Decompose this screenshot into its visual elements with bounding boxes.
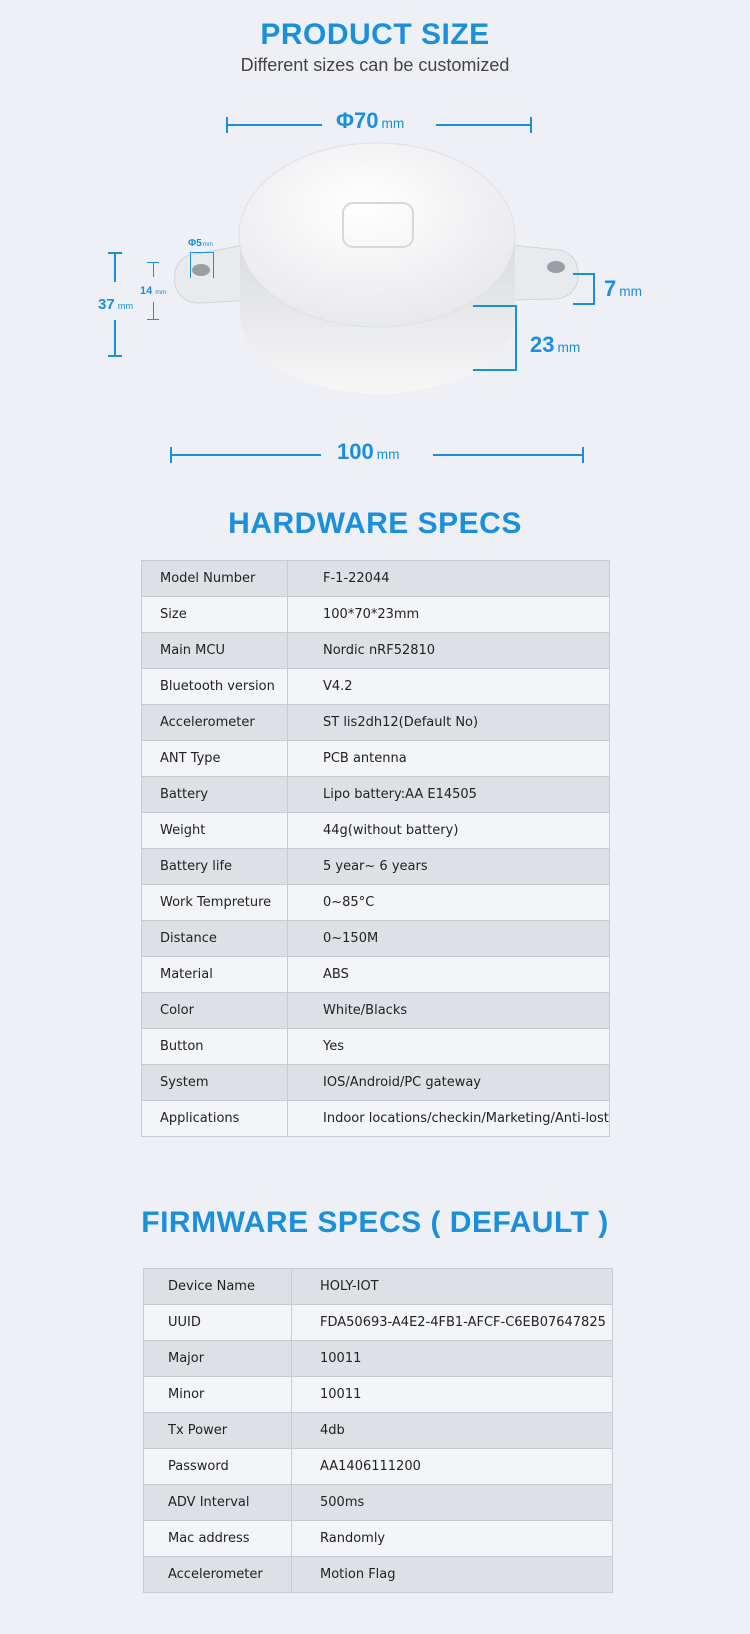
spec-value: F-1-22044 <box>288 561 610 597</box>
spec-key: Distance <box>142 921 288 957</box>
spec-row <box>142 633 610 669</box>
ear-thickness-bottom <box>573 303 595 305</box>
spec-key: Weight <box>142 813 288 849</box>
spec-row <box>142 1065 610 1101</box>
ear-height-line-top <box>153 262 154 277</box>
product-illustration <box>0 85 750 415</box>
diameter-line-left <box>227 124 322 126</box>
spec-row <box>142 597 610 633</box>
spec-key: System <box>142 1065 288 1101</box>
length-line-right <box>433 454 583 456</box>
spec-value: PCB antenna <box>288 741 610 777</box>
spec-key: Bluetooth version <box>142 669 288 705</box>
spec-key: Battery life <box>142 849 288 885</box>
body-height-bottom <box>473 369 517 371</box>
length-tick-right <box>582 447 584 463</box>
spec-key: Device Name <box>144 1269 292 1305</box>
spec-key: Major <box>144 1341 292 1377</box>
spec-value: 0~85°C <box>288 885 610 921</box>
spec-row <box>142 1101 610 1137</box>
ear-height-line-bottom <box>153 302 154 319</box>
spec-row <box>144 1341 613 1377</box>
spec-value: 500ms <box>292 1485 613 1521</box>
spec-row <box>142 741 610 777</box>
diameter-line-right <box>436 124 531 126</box>
spec-row <box>144 1269 613 1305</box>
spec-value: ST lis2dh12(Default No) <box>288 705 610 741</box>
spec-row <box>144 1449 613 1485</box>
spec-key: Accelerometer <box>142 705 288 741</box>
spec-value: 10011 <box>292 1341 613 1377</box>
body-height-label: 23 mm <box>530 332 581 357</box>
total-height-line-top <box>114 252 116 282</box>
spec-value: White/Blacks <box>288 993 610 1029</box>
spec-key: ANT Type <box>142 741 288 777</box>
hole-bracket-right <box>213 252 214 278</box>
spec-row <box>142 849 610 885</box>
hardware-specs-title: HARDWARE SPECS <box>228 507 522 540</box>
spec-row <box>142 705 610 741</box>
spec-value: V4.2 <box>288 669 610 705</box>
product-size-title: PRODUCT SIZE <box>260 18 490 51</box>
spec-key: Color <box>142 993 288 1029</box>
hole-label: Φ5mm <box>188 238 214 249</box>
spec-row <box>142 669 610 705</box>
spec-value: 100*70*23mm <box>288 597 610 633</box>
body-height-right <box>515 305 517 371</box>
spec-key: Minor <box>144 1377 292 1413</box>
spec-row <box>144 1413 613 1449</box>
ear-height-tick-bottom <box>147 319 159 320</box>
spec-value: HOLY-IOT <box>292 1269 613 1305</box>
hole-bracket-top <box>190 252 214 253</box>
diameter-tick-right <box>530 117 532 133</box>
spec-key: Mac address <box>144 1521 292 1557</box>
spec-value: Indoor locations/checkin/Marketing/Anti-lost <box>288 1101 610 1137</box>
spec-row <box>142 957 610 993</box>
firmware-specs-table <box>143 1268 613 1593</box>
spec-key: Accelerometer <box>144 1557 292 1593</box>
length-label: 100 mm <box>337 439 400 464</box>
spec-key: Button <box>142 1029 288 1065</box>
firmware-specs-title: FIRMWARE SPECS ( DEFAULT ) <box>141 1206 609 1239</box>
spec-value: 44g(without battery) <box>288 813 610 849</box>
hardware-specs-table <box>141 560 610 1137</box>
total-height-label: 37 mm <box>98 296 134 313</box>
spec-value: 4db <box>292 1413 613 1449</box>
ear-thickness-label: 7 mm <box>604 276 642 301</box>
total-height-tick-bottom <box>108 355 122 357</box>
spec-key: UUID <box>144 1305 292 1341</box>
spec-key: Model Number <box>142 561 288 597</box>
spec-row <box>142 1029 610 1065</box>
spec-row <box>144 1521 613 1557</box>
spec-key: ADV Interval <box>144 1485 292 1521</box>
spec-value: AA1406111200 <box>292 1449 613 1485</box>
spec-row <box>144 1557 613 1593</box>
spec-value: Motion Flag <box>292 1557 613 1593</box>
spec-key: Tx Power <box>144 1413 292 1449</box>
hole-bracket-left <box>190 252 191 278</box>
ear-height-label: 14 mm <box>140 285 167 297</box>
spec-value: IOS/Android/PC gateway <box>288 1065 610 1101</box>
spec-row <box>142 561 610 597</box>
ear-thickness-right <box>593 273 595 305</box>
body-height-top <box>473 305 517 307</box>
spec-value: Yes <box>288 1029 610 1065</box>
spec-row <box>142 921 610 957</box>
ear-thickness-top <box>573 273 595 275</box>
spec-value: Nordic nRF52810 <box>288 633 610 669</box>
spec-value: FDA50693-A4E2-4FB1-AFCF-C6EB07647825 <box>292 1305 613 1341</box>
spec-row <box>142 885 610 921</box>
spec-key: Main MCU <box>142 633 288 669</box>
spec-key: Password <box>144 1449 292 1485</box>
diameter-tick-left <box>226 117 228 133</box>
spec-value: 10011 <box>292 1377 613 1413</box>
spec-value: ABS <box>288 957 610 993</box>
spec-key: Applications <box>142 1101 288 1137</box>
spec-key: Material <box>142 957 288 993</box>
spec-value: Lipo battery:AA E14505 <box>288 777 610 813</box>
total-height-line-bottom <box>114 320 116 356</box>
spec-row <box>142 777 610 813</box>
spec-row <box>142 813 610 849</box>
spec-key: Work Tempreture <box>142 885 288 921</box>
spec-key: Battery <box>142 777 288 813</box>
spec-key: Size <box>142 597 288 633</box>
diameter-label: Φ70 mm <box>336 108 405 133</box>
spec-row <box>142 993 610 1029</box>
spec-value: 0~150M <box>288 921 610 957</box>
spec-value: 5 year~ 6 years <box>288 849 610 885</box>
spec-row <box>144 1305 613 1341</box>
length-tick-left <box>170 447 172 463</box>
product-size-subtitle: Different sizes can be customized <box>240 55 510 75</box>
spec-row <box>144 1485 613 1521</box>
length-line-left <box>171 454 321 456</box>
spec-row <box>144 1377 613 1413</box>
spec-value: Randomly <box>292 1521 613 1557</box>
